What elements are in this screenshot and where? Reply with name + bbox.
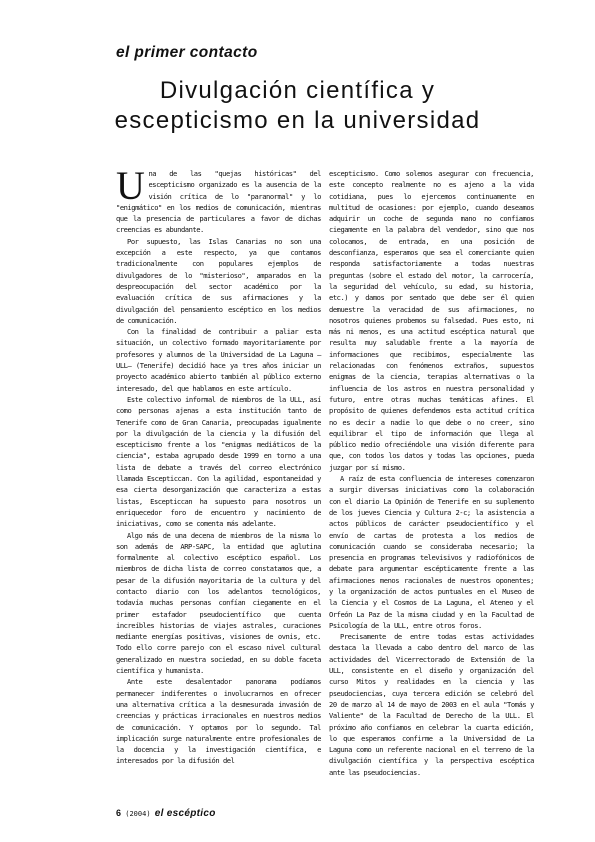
paragraph: escepticismo. Como solemos asegurar con frecuencia, este concepto realmente no es ajeno a la vida cotidiana, pues lo ejercemos continuamente en multitud de ocasiones: por ejemplo, cuando deseamos adquirir un coche de segunda mano no confiamos ciegamente en la palabra del vendedor, sino que nos colocamos, de entrada, en una posición de desconfianza, esperamos que sea el comerciante quien responda satisfactoriamente a todas nuestras preguntas (sobre el estado del motor, la carrocería, la seguridad del vehículo, su edad, su historia, etc.) y damos por sentado que debe ser él quien demuestre la veracidad de sus afirmaciones, no nosotros quienes probemos su falsedad. Pues esto, ni más ni menos, es una actitud escéptica natural que resulta muy saludable frente a la mayoría de informaciones que recibimos, especialmente las relacionadas con fenómenos extraños, supuestos enigmas de la ciencia, terapias alternativas o la influencia de los astros en nuestra personalidad y futuro, entre otras muchas temáticas afines. El propósito de quienes defendemos esta actitud crítica no es decir a nadie lo que debe o no creer, sino equilibrar el tipo de información que llega al público medio ofreciéndole una visión diferente para que, con todos los datos y todas las opciones, pueda juzgar por sí mismo. [329, 169, 534, 472]
article-title [100, 76, 495, 136]
column-left [116, 163, 321, 767]
paragraph: Precisamente de entre todas estas actividades destaca la llevada a cabo dentro del marco de las actividades del Vicerrectorado de Extensión de la ULL, consistente en el diseño y organización del curso Mitos y realidades en la ciencia y las pseudociencias, cuya tercera edición se celebró del 20 de marzo al 14 de mayo de 2003 en el aula "Tomás y Valiente" de la Facultad de Derecho de la ULL. El próximo año confiamos en celebrar la cuarta edición, lo que esperamos confirme a la Universidad de La Laguna como un referente nacional en el terreno de la divulgación científica y la perspectiva escéptica ante las pseudociencias. [329, 632, 534, 777]
paragraph [116, 163, 321, 236]
paragraph: Algo más de una decena de miembros de la misma lo son además de ARP-SAPC, la entidad que aglutina formalmente al colectivo escéptico español. Los miembros de dicha lista de correo constatamos que, a pesar de la difusión mayoritaria de la cultura y del contacto diario con los adelantos tecnológicos, todavía muchas personas confían ciegamente en el primer estafador pseudocientífico que cuenta increíbles historias de viajes astrales, curaciones mediante energías positivas, visiones de ovnis, etc. Todo ello corre parejo con el escaso nivel cultural generalizado en nuestra sociedad, en su doble faceta científica y humanista. [116, 530, 321, 676]
paragraph: Este colectivo informal de miembros de la ULL, así como personas ajenas a esta institución tanto de Tenerife como de Gran Canaria, preocupadas igualmente por la divulgación de la ciencia y la difusión del escepticismo frente a los "enigmas mediáticos de la ciencia", estaba agrupado desde 1999 en torno a una lista de debate a través del correo electrónico llamada Escepticcan. Con la agilidad, espontaneidad y esa cierta desorganización que caracteriza a estas listas, Escepticcan ha supuesto para nosotros un enriquecedor foro de encuentro y nacimiento de iniciativas, como se comenta más adelante. [116, 394, 321, 529]
paragraph-text: na de las "quejas históricas" del escepticismo organizado es la ausencia de la visión crítica de lo "paranormal" y lo "enigmático" en los medios de comunicación, mientras que la presencia de particulares a favor de dichas creencias es abundante. [116, 169, 321, 235]
paragraph: Ante este desalentador panorama podíamos permanecer indiferentes o involucrarnos en ofrecer una alternativa crítica a la desmesurada invasión de creencias y prácticas irracionales en nuestros medios de comunicación. Y optamos por lo segundo. Tal implicación surge naturalmente entre profesionales de la docencia y la investigación científica, e interesados por la difusión del [116, 677, 321, 766]
paragraph: A raíz de esta confluencia de intereses comenzaron a surgir diversas iniciativas como la colaboración con el diario La Opinión de Tenerife en su suplemento de los jueves Ciencia y Cultura 2-c; la asistencia a actos públicos de carácter pseudocientífico y el envío de cartas de protesta a los medios de comunicación cuando se consideraba necesario; la presencia en programas televisivos y radiofónicos de debate para argumentar escépticamente frente a las afirmaciones menos racionales de nuestros oponentes; y la organización de actos puntuales en el Museo de la Ciencia y el Cosmos de La Laguna, el Ateneo y el Orfeón La Paz de la misma ciudad y en la Facultad de Psicología de la ULL, entre otros foros. [329, 474, 534, 630]
section-label: el primer contacto [116, 44, 258, 61]
paragraph: Por supuesto, las Islas Canarias no son una excepción a este respecto, ya que contamos tradicionalmente con populares ejemplos de divulgadores de lo "misterioso", amparados en la despreocupación del sector académico por la evaluación crítica de sus afirmaciones y la divulgación del pensamiento escéptico en los medios de comunicación. [116, 236, 321, 325]
article-body [116, 163, 535, 788]
drop-cap: U [116, 163, 145, 208]
column-right [329, 168, 534, 778]
paragraph: Con la finalidad de contribuir a paliar esta situación, un colectivo formado mayoritariamente por profesores y alumnos de la Universidad de La Laguna —ULL— (Tenerife) decidió hace ya tres años iniciar un proyecto académico abierto también al público externo interesado, del que hablamos en este artículo. [116, 327, 321, 393]
magazine-name: el escéptico [154, 808, 216, 819]
page-number: 6 [116, 808, 122, 818]
page-footer [116, 808, 216, 819]
issue-year: (2004) [125, 810, 151, 818]
title-line-1: Divulgación científica y [159, 77, 436, 104]
title-line-2: escepticismo en la universidad [114, 107, 481, 134]
